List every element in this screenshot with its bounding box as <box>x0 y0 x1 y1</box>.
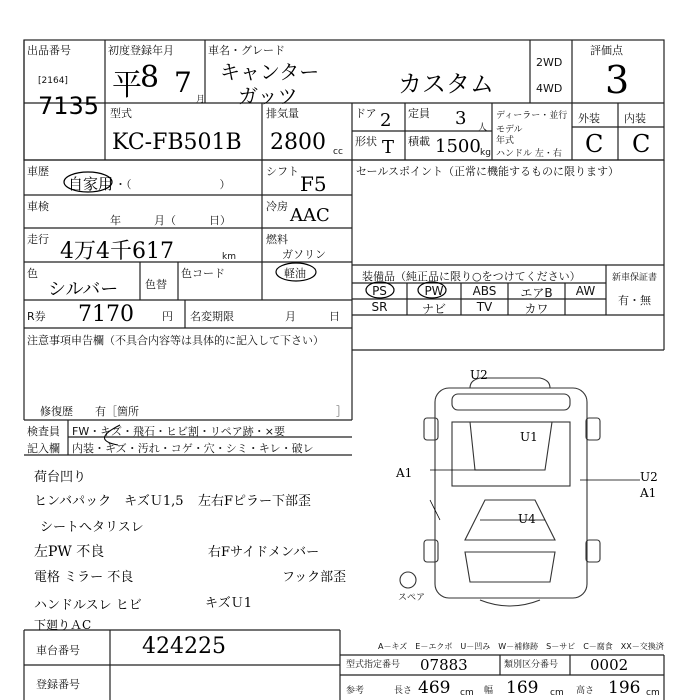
remark-right-1: 左右Fピラー下部歪 <box>198 494 312 509</box>
doors-value: 2 <box>380 110 392 131</box>
diagram-mark-u4: U4 <box>518 512 536 526</box>
fuel-label: 燃料 <box>266 233 288 246</box>
model-cert-label: 型式指定番号 <box>346 660 401 670</box>
displacement-value: 2800 <box>270 130 326 155</box>
shaken-fields: 年 月（ 日） <box>110 214 231 227</box>
rating-value: 3 <box>605 58 630 102</box>
spare-label: スペア <box>398 593 426 603</box>
ac-value: AAC <box>290 205 330 226</box>
meigi-label: 名変期限 <box>190 310 234 323</box>
damage-legend: A－キズ E－エクボ U－凹み W－補修跡 S－サビ C－腐食 XX－交換済 <box>378 642 664 651</box>
remark-line-5: 電格 ミラー 不良 <box>34 570 134 585</box>
equip-abs: ABS <box>472 284 497 298</box>
width-label: 幅 <box>484 686 494 696</box>
height-label: 高さ <box>576 686 595 696</box>
chassis-label: 車台番号 <box>36 644 80 657</box>
shape-label: 形状 <box>355 135 377 148</box>
chassis-number: 424225 <box>142 634 226 659</box>
car-name-2: ガッツ <box>238 84 298 108</box>
length-unit: cm <box>460 688 474 698</box>
equip-leather: カワ <box>524 302 549 316</box>
history-rest: ・（ ） <box>115 178 231 191</box>
recycle-value: 7170 <box>78 302 134 327</box>
exterior-grade: C <box>585 130 604 158</box>
history-label: 車歴 <box>27 165 49 178</box>
inspector-label-1: 検査員 <box>27 425 60 438</box>
remark-line-6: ハンドルスレ ヒビ <box>34 598 142 613</box>
color-code-label: 色コード <box>181 267 225 280</box>
equip-pw: PW <box>424 284 444 298</box>
remark-right-2: 右Fサイドメンバー <box>208 545 320 560</box>
model-year-label-1: モデル <box>496 125 523 135</box>
interior-grade: C <box>632 130 651 158</box>
model-label: 型式 <box>110 107 132 120</box>
lot-code: [2164] <box>38 76 68 86</box>
mileage-label: 走行 <box>27 233 49 246</box>
notes-label: 注意事項申告欄（不具合内容等は具体的に記入して下さい） <box>27 334 324 347</box>
displacement-label: 排気量 <box>266 107 299 120</box>
diagram-mark-u2-right: U2 <box>640 470 658 484</box>
car-name-1: キャンター <box>220 60 320 84</box>
reg-month: 7 <box>174 66 192 99</box>
doors-label: ドア <box>355 107 377 120</box>
height-unit: cm <box>646 688 660 698</box>
equip-ps: PS <box>372 284 387 298</box>
equip-sr: SR <box>371 300 388 314</box>
mileage-unit: km <box>222 252 236 262</box>
equip-aw: AW <box>575 284 596 298</box>
color-label: 色 <box>27 267 38 280</box>
meigi-fields: 月 日 <box>285 310 340 323</box>
load-value: 1500 <box>435 136 481 157</box>
height-value: 196 <box>608 678 641 698</box>
ref-label: 参考 <box>346 686 365 696</box>
class-label: 類別区分番号 <box>504 660 559 670</box>
recycle-label: R券 <box>27 310 46 323</box>
load-label: 積載 <box>408 135 430 148</box>
shift-label: シフト <box>266 165 299 178</box>
remark-right-4: キズＵ1 <box>205 596 253 611</box>
history-value: 自家用 <box>68 175 114 193</box>
equip-navi: ナビ <box>421 302 446 316</box>
remark-right-3: フック部歪 <box>282 570 347 585</box>
rating-label: 評価点 <box>590 44 623 57</box>
mileage-value: 4万4千617 <box>60 239 174 264</box>
first-reg-label: 初度登録年月 <box>108 44 174 57</box>
fuel-gas: ガソリン <box>282 248 326 261</box>
remark-line-1: 荷台凹り <box>34 470 87 485</box>
equip-airbag: エアB <box>520 286 553 300</box>
month-unit: 月 <box>196 95 206 105</box>
ac-label: 冷房 <box>266 200 288 213</box>
shift-value: F5 <box>300 172 327 196</box>
shape-value: T <box>382 137 395 158</box>
warranty-label: 新車保証書 <box>612 273 658 283</box>
repair-close: ］ <box>336 405 347 418</box>
drive-2wd: 2WD <box>536 56 563 69</box>
color-value: シルバー <box>48 279 119 300</box>
remark-line-7: 下廻りＡC <box>34 618 92 632</box>
recycle-unit: 円 <box>162 310 173 323</box>
lot-label: 出品番号 <box>27 44 71 57</box>
equip-tv: TV <box>476 300 493 314</box>
car-diagram <box>400 378 600 606</box>
inspector-row-1: FW・キズ・飛石・ヒビ割・リペア跡・×要 <box>72 425 285 438</box>
width-unit: cm <box>550 688 564 698</box>
remark-line-4: 左PW 不良 <box>34 544 105 560</box>
model-year-label-2: 年式 <box>496 136 515 146</box>
shaken-label: 車検 <box>27 200 49 213</box>
grade: カスタム <box>398 70 494 98</box>
model-cert-value: 07883 <box>420 656 468 674</box>
capacity-unit: 人 <box>478 123 488 133</box>
diagram-mark-a1-left: A1 <box>396 466 413 480</box>
handle-label: ハンドル 左・右 <box>496 149 562 159</box>
era-mark: 平 <box>112 68 142 103</box>
warranty-value: 有・無 <box>618 294 651 307</box>
remark-line-3: シートへタリスレ <box>40 520 144 535</box>
exterior-label: 外装 <box>578 112 600 125</box>
inspector-label-2: 記入欄 <box>27 442 60 455</box>
drive-4wd: 4WD <box>536 82 563 95</box>
capacity-label: 定員 <box>408 107 430 120</box>
diagram-mark-a1-right: A1 <box>640 486 657 500</box>
model-value: KC-FB501B <box>112 130 242 155</box>
displacement-unit: cc <box>333 147 343 157</box>
dealer-label: ディーラー・並行 <box>496 111 568 121</box>
diagram-mark-u1: U1 <box>520 430 538 444</box>
length-value: 469 <box>418 678 451 698</box>
fuel-diesel: 軽油 <box>284 267 306 280</box>
load-unit: kg <box>480 148 491 158</box>
diagram-mark-u2-top: U2 <box>470 368 488 382</box>
color-change-label: 色替 <box>145 278 167 291</box>
reg-number-label: 登録番号 <box>36 678 80 691</box>
reg-year: 8 <box>140 60 160 95</box>
remark-line-2: ヒンバパック キズＵ1,5 <box>34 494 184 509</box>
lot-number: 7135 <box>38 92 100 120</box>
equipment-label: 装備品（純正品に限り○をつけてください） <box>362 270 581 283</box>
class-value: 0002 <box>590 656 629 674</box>
capacity-value: 3 <box>455 108 467 129</box>
repair-label: 修復歴 有［箇所 <box>40 405 139 418</box>
length-label: 長さ <box>394 686 413 696</box>
sales-point-label: セールスポイント（正常に機能するものに限ります） <box>356 165 620 178</box>
width-value: 169 <box>506 678 539 698</box>
inspector-row-2: 内装・キズ・汚れ・コゲ・穴・シミ・キレ・破レ <box>72 442 314 455</box>
interior-label: 内装 <box>624 112 646 125</box>
name-grade-label: 車名・グレード <box>208 44 285 57</box>
